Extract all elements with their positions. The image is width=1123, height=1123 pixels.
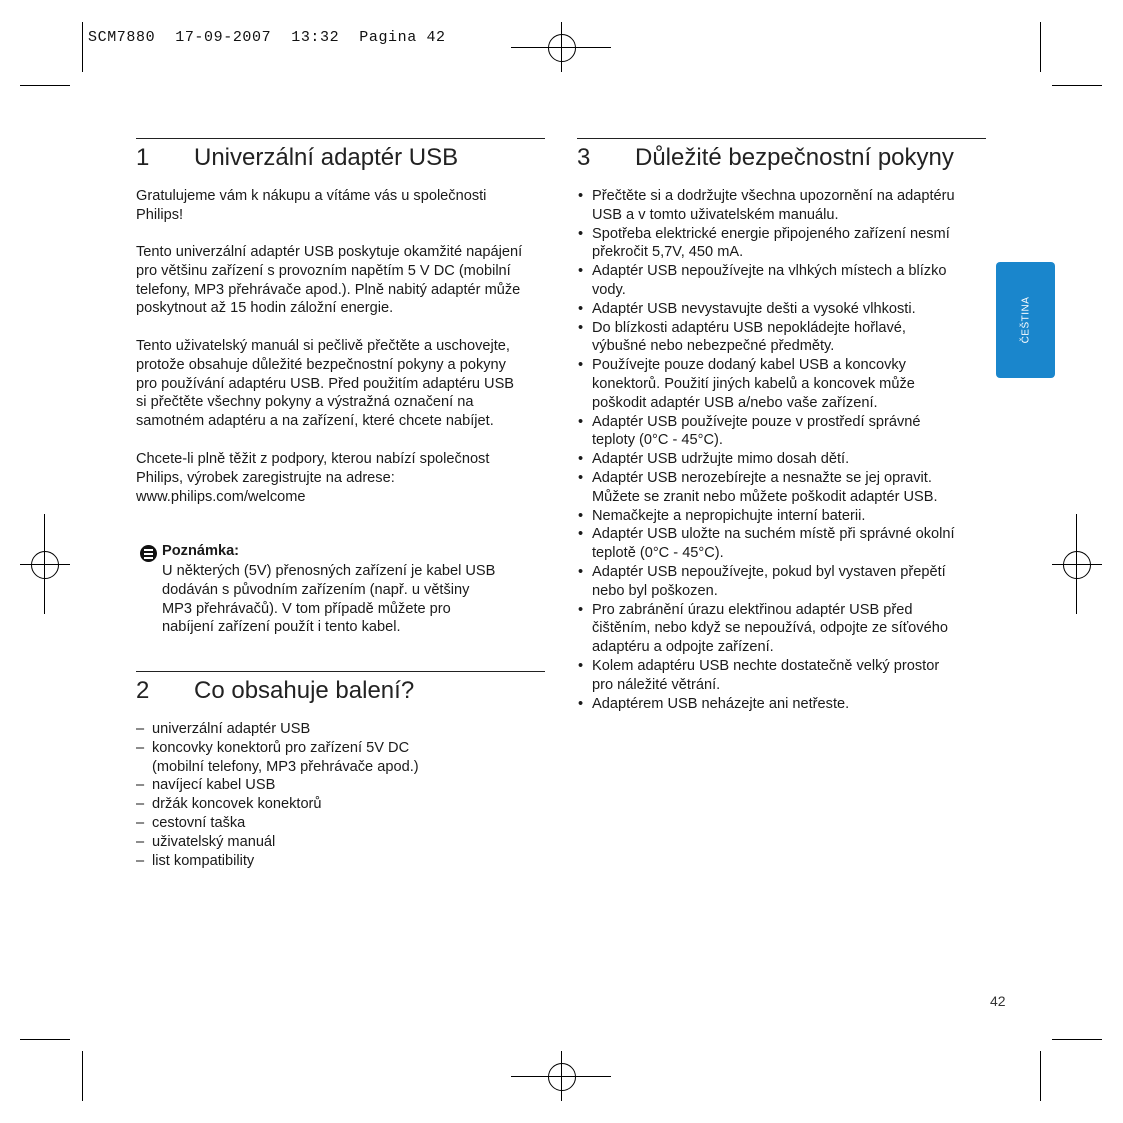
description-paragraph: Tento univerzální adaptér USB poskytuje okamžité napájení pro většinu zařízení s provozním napětím 5 V DC (mobilní telefony, MP3 přehrávače apod.). Plně nabitý adaptér může poskytnout až 15 hodin záložní energie. — [136, 244, 523, 317]
list-item: • Adaptérem USB neházejte ani netřeste. — [576, 695, 986, 714]
list-item: • Do blízkosti adaptéru USB nepokládejte hořlavé, výbušné nebo nebezpečné předměty. — [576, 319, 986, 357]
list-item: – navíjecí kabel USB — [136, 776, 419, 795]
list-item: – uživatelský manuál — [136, 833, 419, 852]
list-item: • Adaptér USB udržujte mimo dosah dětí. — [576, 450, 986, 469]
language-tab — [996, 262, 1055, 378]
section-3-rule — [577, 138, 986, 139]
slug-code: SCM7880 — [88, 29, 156, 46]
slug-date: 17-09-2007 — [175, 29, 272, 46]
section-3-heading — [577, 144, 986, 174]
list-item: • Adaptér USB nepoužívejte na vlhkých místech a blízko vody. — [576, 262, 986, 300]
section-3-title: Důležité bezpečnostní pokyny — [635, 144, 954, 171]
support-paragraph: Chcete-li plně těžit z podpory, kterou nabízí společnost Philips, výrobek zaregistrujte na adrese: www.philips.com/welcome — [136, 451, 490, 505]
support-url: www.philips.com/welcome — [136, 488, 306, 505]
safety-instructions-list — [576, 187, 986, 713]
list-item: • Nemačkejte a nepropichujte interní baterii. — [576, 507, 986, 526]
list-item: • Pro zabránění úrazu elektřinou adaptér USB před čištěním, nebo když se nepoužívá, odpojte ze síťového adaptéru a odpojte zařízení. — [576, 601, 986, 657]
section-3-number: 3 — [577, 144, 591, 171]
section-1-number: 1 — [136, 144, 150, 171]
section-1-rule — [136, 138, 545, 139]
slug-time: 13:32 — [291, 29, 340, 46]
list-item: • Kolem adaptéru USB nechte dostatečně velký prostor pro náležité větrání. — [576, 657, 986, 695]
list-item: • Používejte pouze dodaný kabel USB a koncovky konektorů. Použití jiných kabelů a koncovek může poškodit adaptér USB a/nebo vaše zařízení. — [576, 356, 986, 412]
intro-paragraph: Gratulujeme vám k nákupu a vítáme vás u společnosti Philips! — [136, 188, 487, 223]
note-text: U některých (5V) přenosných zařízení je kabel USB dodáván s původním zařízením (např. u většiny MP3 přehrávačů). V tom případě můžete pro nabíjení zařízení použít i tento kabel. — [162, 563, 496, 636]
section-2-number: 2 — [136, 677, 150, 704]
note-title: Poznámka: — [162, 543, 240, 559]
section-1-heading — [136, 144, 545, 174]
print-slug — [88, 29, 466, 46]
language-tab-label: ČEŠTINA — [1020, 296, 1031, 344]
page-number: 42 — [990, 993, 1006, 1009]
list-item: • Adaptér USB nerozebírejte a nesnažte se jej opravit. Můžete se zranit nebo můžete poškodit adaptér USB. — [576, 469, 986, 507]
slug-page-label: Pagina 42 — [359, 29, 446, 46]
list-item: – list kompatibility — [136, 852, 419, 871]
list-item: – cestovní taška — [136, 814, 419, 833]
manual-paragraph: Tento uživatelský manuál si pečlivě přečtěte a uschovejte, protože obsahuje důležité bezpečnostní pokyny a pokyny pro používání adaptéru USB. Před použitím adaptéru USB si přečtěte všechny pokyny a výstražná označení na samotném adaptéru a na zařízení, které chcete nabíjet. — [136, 338, 515, 430]
list-item: • Adaptér USB používejte pouze v prostředí správné teploty (0°C - 45°C). — [576, 413, 986, 451]
section-1-title: Univerzální adaptér USB — [194, 144, 459, 171]
list-item: • Adaptér USB nepoužívejte, pokud byl vystaven přepětí nebo byl poškozen. — [576, 563, 986, 601]
package-contents-list — [136, 720, 419, 870]
note-icon — [140, 545, 157, 562]
section-2-title: Co obsahuje balení? — [194, 677, 415, 704]
section-2-rule — [136, 671, 545, 672]
list-item: • Přečtěte si a dodržujte všechna upozornění na adaptéru USB a v tomto uživatelském manuálu. — [576, 187, 986, 225]
section-2-heading — [136, 677, 545, 707]
list-item: • Spotřeba elektrické energie připojeného zařízení nesmí překročit 5,7V, 450 mA. — [576, 225, 986, 263]
list-item: – koncovky konektorů pro zařízení 5V DC (mobilní telefony, MP3 přehrávače apod.) — [136, 739, 419, 777]
list-item: • Adaptér USB uložte na suchém místě při správné okolní teplotě (0°C - 45°C). — [576, 525, 986, 563]
list-item: – držák koncovek konektorů — [136, 795, 419, 814]
list-item: • Adaptér USB nevystavujte dešti a vysoké vlhkosti. — [576, 300, 986, 319]
list-item: – univerzální adaptér USB — [136, 720, 419, 739]
